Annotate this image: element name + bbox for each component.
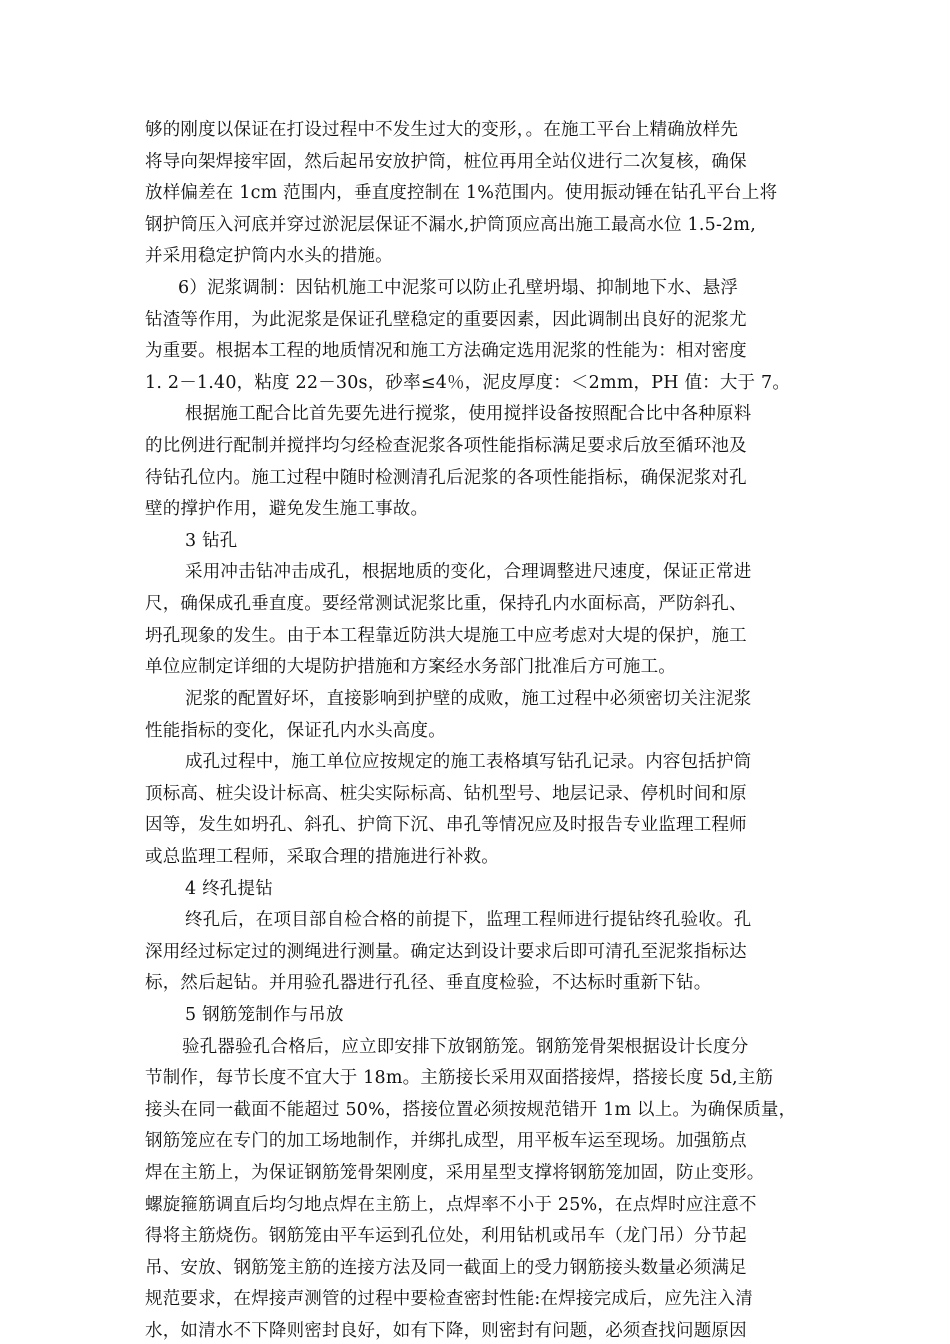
text-line: 节制作，每节长度不宜大于 18m。主筋接长采用双面搭接焊，搭接长度 5d,主筋 xyxy=(145,1068,774,1088)
text-line: 够的刚度以保证在打设过程中不发生过大的变形，。在施工平台上精确放样先 xyxy=(145,120,739,140)
text-line: 为重要。根据本工程的地质情况和施工方法确定选用泥浆的性能为：相对密度 xyxy=(145,341,747,361)
text-line: 尺，确保成孔垂直度。要经常测试泥浆比重，保持孔内水面标高，严防斜孔、 xyxy=(145,594,747,614)
text-line: 性能指标的变化，保证孔内水头高度。 xyxy=(145,721,446,741)
text-line: 焊在主筋上，为保证钢筋笼骨架刚度，采用星型支撑将钢筋笼加固，防止变形。 xyxy=(145,1163,765,1183)
text-line: 深用经过标定过的测绳进行测量。确定达到设计要求后即可清孔至泥浆指标达 xyxy=(145,942,747,962)
text-line: 1. 2－1.40，粘度 22－30s，砂率≤4％，泥皮厚度：＜2mm，PH 值：大于 7。 xyxy=(145,373,791,393)
text-line: 根据施工配合比首先要先进行搅浆，使用搅拌设备按照配合比中各种原料 xyxy=(185,404,752,424)
text-line: 或总监理工程师，采取合理的措施进行补救。 xyxy=(145,847,499,867)
text-line: 螺旋箍筋调直后均匀地点焊在主筋上，点焊率不小于 25%，在点焊时应注意不 xyxy=(145,1195,757,1215)
text-line: 因等，发生如坍孔、斜孔、护筒下沉、串孔等情况应及时报告专业监理工程师 xyxy=(145,815,747,835)
text-line: 吊、安放、钢筋笼主筋的连接方法及同一截面上的受力钢筋接头数量必须满足 xyxy=(145,1258,747,1278)
text-line: 钻渣等作用，为此泥浆是保证孔壁稳定的重要因素，因此调制出良好的泥浆尤 xyxy=(145,310,747,330)
text-line: 成孔过程中，施工单位应按规定的施工表格填写钻孔记录。内容包括护筒 xyxy=(185,752,752,772)
text-line: 终孔后，在项目部自检合格的前提下，监理工程师进行提钻终孔验收。孔 xyxy=(185,910,752,930)
text-line: 水，如清水不下降则密封良好，如有下降，则密封有问题，必须查找问题原因 xyxy=(145,1321,747,1341)
text-line: 放样偏差在 1cm 范围内，垂直度控制在 1%范围内。使用振动锤在钻孔平台上将 xyxy=(145,183,778,203)
text-line: 待钻孔位内。施工过程中随时检测清孔后泥浆的各项性能指标，确保泥浆对孔 xyxy=(145,468,747,488)
text-line: 接头在同一截面不能超过 50%，搭接位置必须按规范错开 1m 以上。为确保质量， xyxy=(145,1100,797,1120)
text-line: 壁的撑护作用，避免发生施工事故。 xyxy=(145,499,429,519)
text-line: 顶标高、桩尖设计标高、桩尖实际标高、钻机型号、地层记录、停机时间和原 xyxy=(145,784,747,804)
text-line: 坍孔现象的发生。由于本工程靠近防洪大堤施工中应考虑对大堤的保护，施工 xyxy=(145,626,747,646)
text-line: 钢护筒压入河底并穿过淤泥层保证不漏水,护筒顶应高出施工最高水位 1.5-2m, xyxy=(145,215,756,235)
text-line: 6）泥浆调制：因钻机施工中泥浆可以防止孔壁坍塌、抑制地下水、悬浮 xyxy=(178,278,739,298)
text-line: 单位应制定详细的大堤防护措施和方案经水务部门批准后方可施工。 xyxy=(145,657,676,677)
text-line: 的比例进行配制并搅拌均匀经检查泥浆各项性能指标满足要求后放至循环池及 xyxy=(145,436,747,456)
section-heading: 4 终孔提钻 xyxy=(185,879,273,899)
text-line: 将导向架焊接牢固，然后起吊安放护筒，桩位再用全站仪进行二次复核，确保 xyxy=(145,152,747,172)
text-line: 泥浆的配置好坏，直接影响到护壁的成败，施工过程中必须密切关注泥浆 xyxy=(185,689,752,709)
text-line: 规范要求，在焊接声测管的过程中要检查密封性能:在焊接完成后，应先注入清 xyxy=(145,1289,753,1309)
text-line: 采用冲击钻冲击成孔，根据地质的变化，合理调整进尺速度，保证正常进 xyxy=(185,562,752,582)
text-line: 并采用稳定护筒内水头的措施。 xyxy=(145,246,393,266)
text-line: 得将主筋烧伤。钢筋笼由平车运到孔位处，利用钻机或吊车（龙门吊）分节起 xyxy=(145,1226,747,1246)
text-line: 钢筋笼应在专门的加工场地制作，并绑扎成型，用平板车运至现场。加强筋点 xyxy=(145,1131,747,1151)
section-heading: 3 钻孔 xyxy=(185,531,238,551)
text-line: 验孔器验孔合格后，应立即安排下放钢筋笼。钢筋笼骨架根据设计长度分 xyxy=(182,1037,749,1057)
text-line: 标，然后起钻。并用验孔器进行孔径、垂直度检验，不达标时重新下钻。 xyxy=(145,973,712,993)
section-heading: 5 钢筋笼制作与吊放 xyxy=(185,1005,344,1025)
